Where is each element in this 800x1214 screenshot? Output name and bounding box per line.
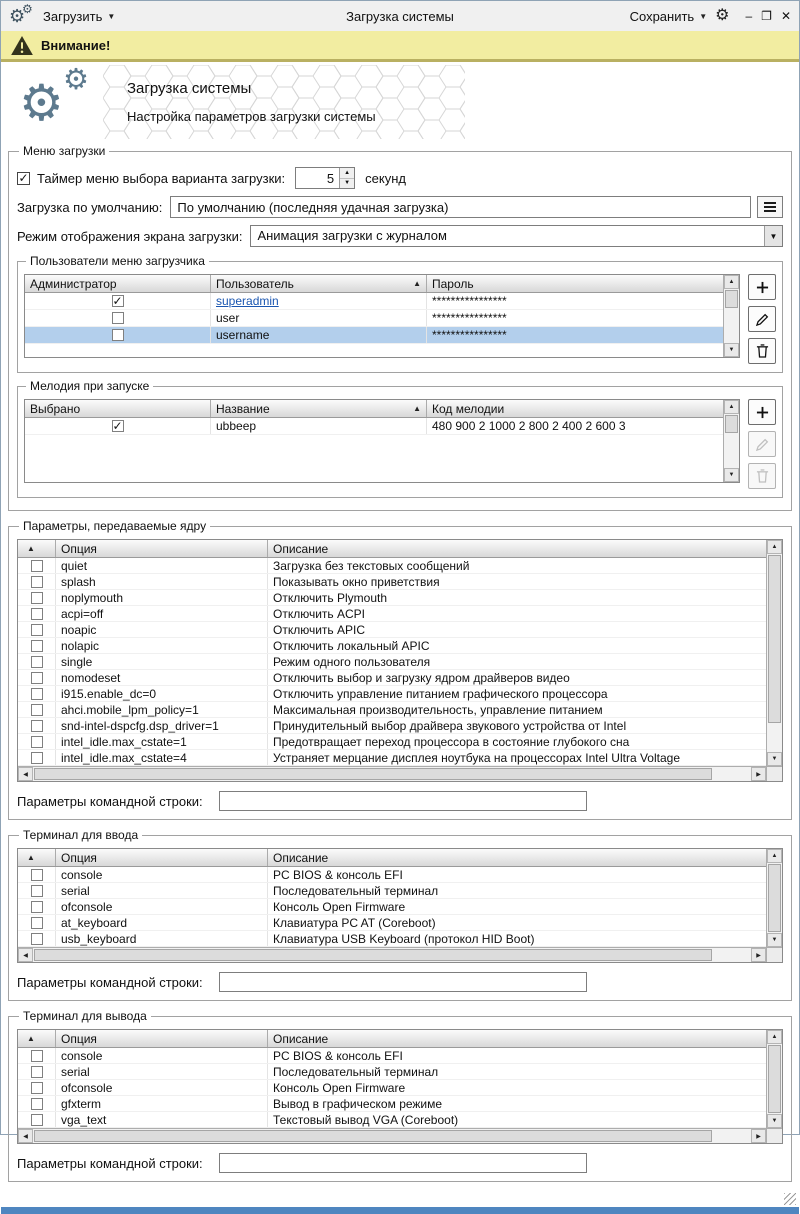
row-checkbox[interactable] [31,592,43,604]
table-cell: Отключить локальный APIC [273,638,430,653]
melody-table [24,399,740,483]
table-row[interactable] [18,622,766,638]
column-header-admin[interactable]: Администратор [25,275,211,292]
output-terminal-vertical-scrollbar[interactable] [766,1030,782,1128]
table-cell: intel_idle.max_cstate=4 [56,750,268,765]
row-checkbox[interactable] [31,608,43,620]
row-checkbox[interactable] [31,640,43,652]
sort-ascending-icon: ▲ [413,279,421,288]
row-checkbox[interactable] [31,1098,43,1110]
plus-icon [756,281,769,294]
table-cell: **************** [432,311,507,325]
scroll-down-icon[interactable]: ▼ [767,1114,782,1128]
table-row[interactable] [18,915,766,931]
scrollbar-thumb[interactable] [768,555,781,723]
column-header-name[interactable]: Название ▲ [211,400,427,417]
scrollbar-track [713,1129,751,1143]
table-cell: vga_text [56,1112,268,1127]
row-checkbox[interactable] [31,1050,43,1062]
table-cell: console [56,1048,268,1063]
status-bar [1,1190,799,1207]
scroll-right-icon[interactable]: ▶ [751,1129,766,1143]
kernel-horizontal-scrollbar[interactable] [18,766,766,781]
warning-banner [1,31,799,62]
table-row[interactable] [18,638,766,654]
settings-gear-icon[interactable]: ⚙ [715,7,730,24]
row-checkbox[interactable] [31,1066,43,1078]
table-cell [18,734,56,749]
column-header-password[interactable]: Пароль [432,276,474,291]
table-cell [211,293,427,309]
row-checkbox[interactable] [31,560,43,572]
table-cell [25,293,211,309]
row-checkbox[interactable] [31,1082,43,1094]
table-cell: Консоль Open Firmware [273,1080,406,1095]
table-cell [18,590,56,605]
load-menu-button[interactable] [43,9,115,24]
scroll-up-icon[interactable]: ▲ [724,400,739,414]
scroll-left-icon[interactable]: ◀ [18,948,33,962]
row-checkbox[interactable] [31,704,43,716]
scroll-up-icon[interactable]: ▲ [767,849,782,863]
default-boot-menu-button[interactable] [757,196,783,218]
scrollbar-thumb[interactable] [34,949,712,961]
table-row[interactable] [18,686,766,702]
edit-user-button[interactable] [748,306,776,332]
table-row[interactable] [18,867,766,883]
kernel-table-header [18,540,766,558]
table-cell [18,558,56,573]
chevron-down-icon: ▼ [107,11,116,21]
column-header-description[interactable]: Описание [273,1031,329,1046]
table-cell: serial [56,1064,268,1079]
table-cell: serial [56,883,268,898]
row-checkbox[interactable] [31,752,43,764]
scrollbar-corner [766,947,782,962]
row-checkbox[interactable] [31,933,43,945]
table-row[interactable] [25,327,723,344]
scrollbar-thumb[interactable] [34,1130,712,1142]
row-checkbox[interactable] [31,624,43,636]
warning-icon [11,36,33,55]
scrollbar-track [713,767,751,781]
table-row[interactable] [18,899,766,915]
trash-icon [756,344,769,358]
scrollbar-track [767,724,782,752]
table-cell [18,883,56,898]
default-boot-label: Загрузка по умолчанию: [17,199,163,215]
display-mode-select[interactable] [250,225,783,247]
table-cell: Вывод в графическом режиме [273,1096,443,1111]
display-mode-label: Режим отображения экрана загрузки: [17,228,243,244]
trash-icon [756,469,769,483]
page-title: Загрузка системы [127,80,252,97]
table-row[interactable] [18,1064,766,1080]
output-terminal-header [18,1030,766,1048]
table-cell: Загрузка без текстовых сообщений [273,558,470,573]
page-header [1,62,799,142]
table-row[interactable] [18,606,766,622]
table-cell: gfxterm [56,1096,268,1111]
table-cell: Максимальная производительность, управление питанием [273,702,603,717]
melody-table-body [25,418,723,482]
table-row[interactable] [18,718,766,734]
scroll-right-icon[interactable]: ▶ [751,767,766,781]
scroll-down-icon[interactable]: ▼ [767,933,782,947]
table-cell: Консоль Open Firmware [273,899,406,914]
edit-melody-button [748,431,776,457]
table-cell: nomodeset [56,670,268,685]
output-terminal-legend: Терминал для вывода [23,1009,147,1023]
timer-label: Таймер меню выбора варианта загрузки: [37,170,286,186]
kernel-table-body [18,558,766,766]
input-terminal-cmdline-label: Параметры командной строки: [17,974,203,990]
warning-text: Внимание! [41,37,111,53]
table-cell [18,1096,56,1111]
save-menu-button[interactable] [630,9,708,24]
column-header-option[interactable]: Опция [56,540,268,557]
table-cell: Устраняет мерцание дисплея ноутбука на процессорах Intel Ultra Voltage [273,750,680,765]
scrollbar-track [724,434,739,468]
table-cell [18,1064,56,1079]
row-checkbox[interactable] [31,917,43,929]
table-cell [18,899,56,914]
table-cell: PC BIOS & консоль EFI [273,1048,403,1063]
melody-vertical-scrollbar[interactable] [723,400,739,482]
load-menu-label: Загрузить [43,8,103,24]
table-cell: PC BIOS & консоль EFI [273,867,403,882]
input-terminal-group [8,828,792,1001]
scroll-down-icon[interactable]: ▼ [724,343,739,357]
input-terminal-table [17,848,783,963]
table-cell [18,654,56,669]
minimize-button[interactable]: – [745,9,753,23]
window-title: Загрузка системы [346,8,454,24]
table-cell: **************** [432,294,507,308]
scrollbar-thumb[interactable] [725,415,738,433]
hamburger-icon [763,201,777,213]
chevron-down-icon[interactable]: ▼ [764,226,782,246]
table-row[interactable] [18,670,766,686]
table-row[interactable] [25,293,723,310]
content-area [1,142,799,1190]
scrollbar-thumb[interactable] [768,1045,781,1113]
row-checkbox[interactable] [31,672,43,684]
column-header-description[interactable]: Описание [273,541,329,556]
column-header-checkbox[interactable] [18,540,56,557]
kernel-params-group [8,519,792,820]
scroll-left-icon[interactable]: ◀ [18,767,33,781]
scrollbar-thumb[interactable] [768,864,781,932]
default-boot-input[interactable] [170,196,751,218]
close-button[interactable]: ✕ [780,9,791,23]
table-row[interactable] [18,558,766,574]
row-checkbox[interactable] [31,1114,43,1126]
table-cell [18,638,56,653]
plus-icon [756,406,769,419]
table-cell [18,670,56,685]
kernel-vertical-scrollbar[interactable] [766,540,782,766]
column-header-checkbox[interactable] [18,1030,56,1047]
table-cell: Текстовый вывод VGA (Coreboot) [273,1112,459,1127]
table-row[interactable] [18,883,766,899]
table-cell [18,686,56,701]
delete-user-button[interactable] [748,338,776,364]
row-checkbox[interactable] [31,688,43,700]
output-terminal-body [18,1048,766,1128]
boot-users-legend: Пользователи меню загрузчика [30,254,205,268]
output-terminal-group [8,1009,792,1182]
kernel-params-table [17,539,783,782]
table-row[interactable] [18,1096,766,1112]
row-checkbox[interactable] [112,312,124,324]
column-header-code[interactable]: Код мелодии [432,401,505,416]
table-cell: Клавиатура USB Keyboard (протокол HID Boot) [273,931,535,946]
sort-ascending-icon: ▲ [413,404,421,413]
table-cell [18,622,56,637]
table-cell: user [211,310,427,326]
table-row[interactable] [25,310,723,327]
timer-checkbox-label [17,171,285,186]
row-checkbox[interactable] [31,901,43,913]
table-row[interactable] [18,702,766,718]
column-header-option[interactable]: Опция [56,849,268,866]
scroll-up-icon[interactable]: ▲ [767,540,782,554]
pencil-icon [756,438,769,451]
table-row[interactable] [18,1112,766,1128]
row-checkbox[interactable] [112,329,124,341]
row-checkbox[interactable] [31,869,43,881]
scrollbar-corner [766,766,782,781]
table-cell [18,718,56,733]
column-header-checkbox[interactable] [18,849,56,866]
table-cell: at_keyboard [56,915,268,930]
table-cell: i915.enable_dc=0 [56,686,268,701]
table-cell: Принудительный выбор драйвера звукового устройства от Intel [273,718,627,733]
delete-melody-button [748,463,776,489]
scroll-down-icon[interactable]: ▼ [767,752,782,766]
table-cell: Отключить APIC [273,622,365,637]
scrollbar-corner [766,1128,782,1143]
table-cell: splash [56,574,268,589]
table-cell [25,327,211,343]
column-header-description[interactable]: Описание [273,850,329,865]
table-row[interactable] [18,734,766,750]
boot-users-group [17,254,783,373]
input-terminal-legend: Терминал для ввода [23,828,139,842]
column-header-option[interactable]: Опция [56,1030,268,1047]
app-icon [9,4,35,28]
boot-menu-group [8,144,792,511]
startup-melody-legend: Мелодия при запуске [30,379,150,393]
save-menu-label: Сохранить [629,8,695,24]
timer-unit: секунд [365,170,406,186]
scrollbar-thumb[interactable] [34,768,712,780]
output-terminal-horizontal-scrollbar[interactable] [18,1128,766,1143]
table-row[interactable] [18,750,766,766]
table-row[interactable] [18,931,766,947]
scroll-left-icon[interactable]: ◀ [18,1129,33,1143]
table-cell: noplymouth [56,590,268,605]
input-terminal-vertical-scrollbar[interactable] [766,849,782,947]
sort-ascending-icon: ▲ [27,544,35,553]
users-table-body [25,293,723,357]
table-cell: Отключить управление питанием графического процессора [273,686,608,701]
gear-icon: ⚙ [22,2,33,16]
titlebar [1,1,799,31]
row-checkbox[interactable] [31,576,43,588]
spin-down-button[interactable]: ▼ [344,180,351,187]
table-cell [18,867,56,882]
sort-ascending-icon: ▲ [27,1034,35,1043]
pencil-icon [756,313,769,326]
timer-spinner[interactable] [295,167,355,189]
users-vertical-scrollbar[interactable] [723,275,739,357]
sort-ascending-icon: ▲ [27,853,35,862]
display-mode-value: Анимация загрузки с журналом [257,228,447,243]
user-link[interactable]: superadmin [216,294,279,308]
table-cell [18,574,56,589]
table-cell: Отключить ACPI [273,606,365,621]
table-cell [18,1048,56,1063]
table-cell: snd-intel-dspcfg.dsp_driver=1 [56,718,268,733]
add-melody-button[interactable] [748,399,776,425]
table-cell: ofconsole [56,1080,268,1095]
row-checkbox[interactable] [31,885,43,897]
table-cell: ahci.mobile_lpm_policy=1 [56,702,268,717]
table-row[interactable] [18,1048,766,1064]
chevron-down-icon: ▼ [699,11,708,21]
table-row[interactable] [18,574,766,590]
boot-menu-legend: Меню загрузки [23,144,106,158]
spin-up-button[interactable]: ▲ [340,168,354,179]
app-logo [17,66,101,138]
table-cell [18,1080,56,1095]
table-cell: Последовательный терминал [273,1064,439,1079]
scrollbar-track [724,309,739,343]
table-cell: 480 900 2 1000 2 800 2 400 2 600 3 [432,419,626,433]
table-cell: Клавиатура PC AT (Coreboot) [273,915,436,930]
table-cell: quiet [56,558,268,573]
output-terminal-cmdline-label: Параметры командной строки: [17,1155,203,1171]
table-cell: Отключить выбор и загрузку ядром драйверов видео [273,670,570,685]
table-cell: usb_keyboard [56,931,268,946]
output-terminal-table [17,1029,783,1144]
table-cell: nolapic [56,638,268,653]
timer-checkbox[interactable] [17,172,30,185]
kernel-params-legend: Параметры, передаваемые ядру [23,519,207,533]
table-row[interactable] [18,654,766,670]
gear-icon: ⚙ [63,64,89,96]
table-cell: **************** [432,328,507,342]
scroll-down-icon[interactable]: ▼ [724,468,739,482]
users-table [24,274,740,358]
table-cell [18,1112,56,1127]
scroll-right-icon[interactable]: ▶ [751,948,766,962]
table-cell: ofconsole [56,899,268,914]
input-terminal-body [18,867,766,947]
table-row[interactable] [25,418,723,435]
table-cell [18,750,56,765]
table-cell [25,418,211,434]
scroll-up-icon[interactable]: ▲ [724,275,739,289]
table-cell: Предотвращает переход процессора в состояние глубокого сна [273,734,630,749]
users-table-header [25,275,723,293]
startup-melody-group [17,379,783,498]
maximize-button[interactable]: ❐ [761,9,772,23]
table-cell [18,702,56,717]
table-cell: Отключить Plymouth [273,590,388,605]
row-checkbox[interactable] [31,736,43,748]
kernel-cmdline-input[interactable] [219,791,587,811]
input-terminal-cmdline-input[interactable] [219,972,587,992]
gear-icon: ⚙ [19,75,64,131]
table-row[interactable] [18,590,766,606]
column-header-user[interactable]: Пользователь ▲ [211,275,427,292]
table-cell: Показывать окно приветствия [273,574,440,589]
table-cell [25,310,211,326]
row-checkbox[interactable] [31,656,43,668]
table-cell: intel_idle.max_cstate=1 [56,734,268,749]
table-cell: noapic [56,622,268,637]
table-cell: console [56,867,268,882]
scroll-up-icon[interactable]: ▲ [767,1030,782,1044]
table-cell: username [211,327,427,343]
table-cell: ubbeep [211,418,427,434]
table-cell: single [56,654,268,669]
input-terminal-horizontal-scrollbar[interactable] [18,947,766,962]
table-cell: Последовательный терминал [273,883,439,898]
column-header-selected[interactable]: Выбрано [25,400,211,417]
row-checkbox[interactable] [112,295,124,307]
row-checkbox[interactable] [112,420,124,432]
scrollbar-track [713,948,751,962]
melody-table-header [25,400,723,418]
input-terminal-header [18,849,766,867]
page-subtitle: Настройка параметров загрузки системы [127,109,376,124]
timer-value: 5 [326,171,335,186]
row-checkbox[interactable] [31,720,43,732]
table-cell [18,931,56,946]
table-cell: Режим одного пользователя [273,654,431,669]
scrollbar-thumb[interactable] [725,290,738,308]
resize-grip[interactable] [784,1193,796,1205]
add-user-button[interactable] [748,274,776,300]
gear-icon: ⚙ [9,6,26,26]
window-bottom-accent [1,1207,799,1214]
kernel-cmdline-label: Параметры командной строки: [17,793,203,809]
table-cell: acpi=off [56,606,268,621]
output-terminal-cmdline-input[interactable] [219,1153,587,1173]
table-cell [18,606,56,621]
table-row[interactable] [18,1080,766,1096]
table-cell [18,915,56,930]
